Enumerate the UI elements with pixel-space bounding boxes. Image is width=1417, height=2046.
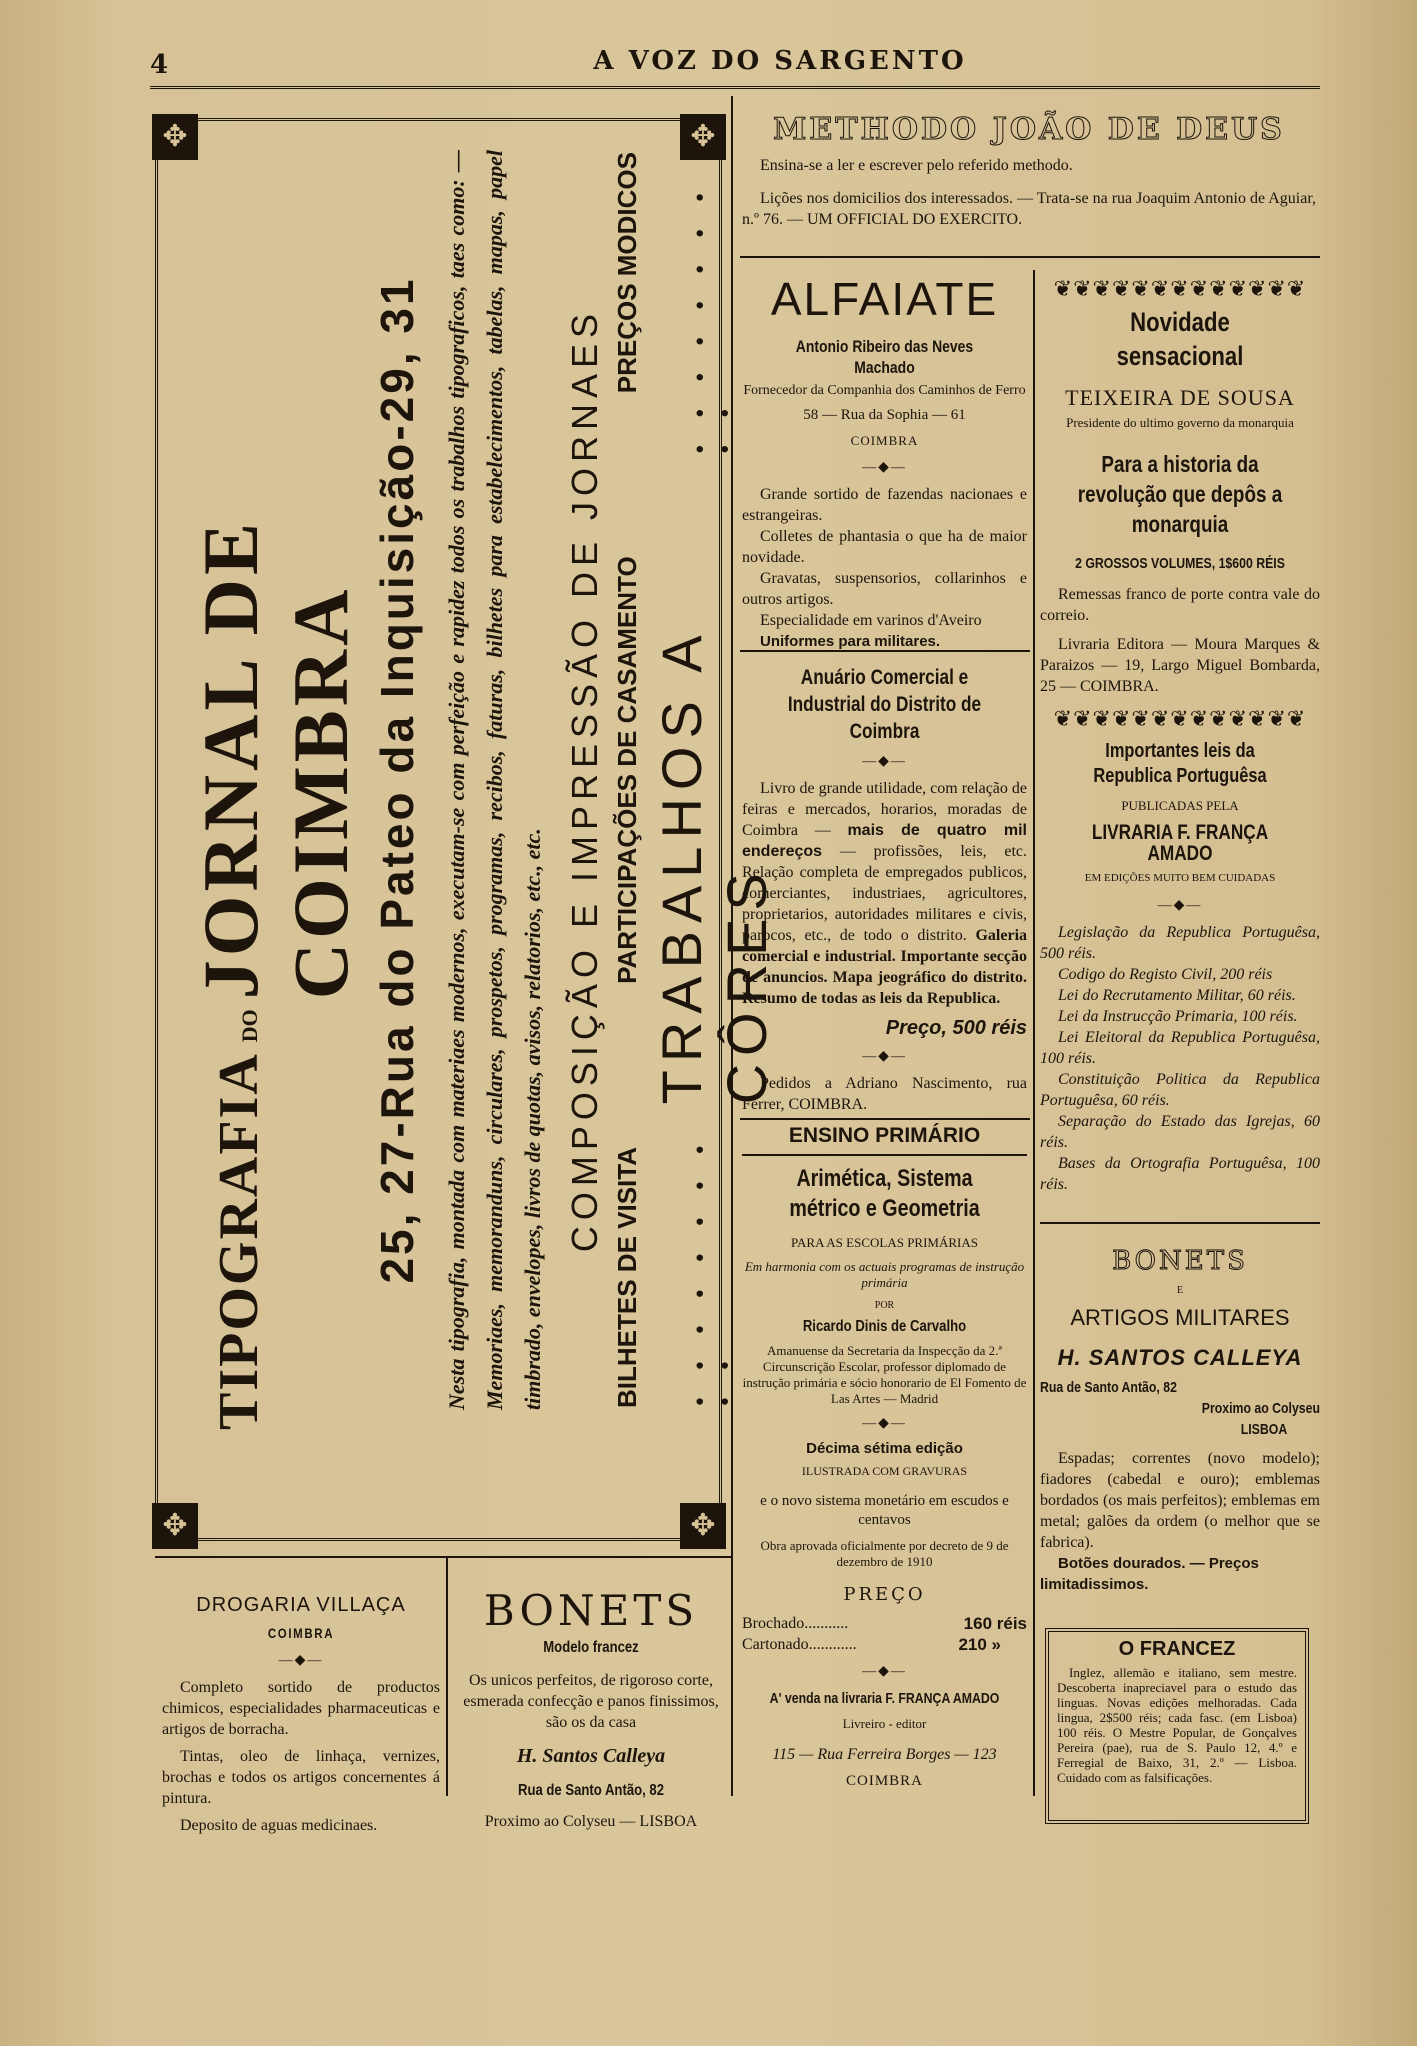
section-rule xyxy=(740,1118,1030,1120)
anuario-title: Anuário Comercial e Industrial do Distrito de Coimbra xyxy=(787,666,982,743)
novidade-ad: ❦❦❦❦❦❦❦❦❦❦❦❦❦ Novidade sensacional TEIXEIRA DE SOUSA Presidente do ultimo governo da monarquia Para a historia da revolução que depôs a monarquia 2 GROSSOS VOLUMES, 1$600 RÉIS Remessas franco de porte contra vale do correio. Livraria Editora — Moura Marques & Paraizos — 19, Largo Miguel Bombarda, 25 — COIMBRA. xyxy=(1040,278,1320,695)
tipografia-cores-row: • • • • • • • • • • TRABALHOS A CÔRES • • • • • • • • • • xyxy=(650,182,778,1408)
newspaper-title: A VOZ DO SARGENTO xyxy=(593,46,967,76)
alfaiate-title: ALFAIATE xyxy=(770,273,999,325)
methodo-p2: Lições nos domicilios dos interessados. — Trata-se na rua Joaquim Antonio de Aguiar, n.º 76. — UM OFFICIAL DO EXERCITO. xyxy=(742,190,1316,228)
drogaria-title: DROGARIA VILLAÇA xyxy=(196,1594,406,1616)
tipografia-composicao: COMPOSIÇÃO E IMPRESSÃO DE JORNAES xyxy=(564,307,605,1253)
novidade-title: Novidade sensacional xyxy=(1116,307,1244,371)
novidade-book: Para a historia da revolução que depôs a monarquia xyxy=(1077,451,1283,537)
page-number: 4 xyxy=(150,50,169,80)
alfaiate-ad: ALFAIATE Antonio Ribeiro das Neves Machado Fornecedor da Companhia dos Caminhos de Ferro 58 — Rua da Sophia — 61 COIMBRA —◆— Grande sortido de fazendas nacionaes e estrangeiras. Colletes de phantasia o que ha de maior novidade. Gravatas, suspensorios, collarinhos e outros artigos. Especialidade em varinos d'Aveiro Uniformes para militares. xyxy=(742,273,1027,650)
section-rule xyxy=(740,650,1030,652)
bonets-left-name: H. Santos Calleya xyxy=(516,1745,666,1767)
leis-title: Importantes leis da Republica Portuguêsa xyxy=(1093,740,1267,787)
ornament-corner xyxy=(680,1503,726,1549)
bonets-right-title: BONETS xyxy=(1112,1246,1248,1276)
bonets-right-name: H. SANTOS CALLEYA xyxy=(1057,1345,1303,1370)
methodo-ad xyxy=(742,112,1316,230)
section-rule xyxy=(1040,1222,1320,1224)
column-rule xyxy=(446,1556,448,1796)
divider-ornament: —◆— xyxy=(862,1049,907,1064)
anuario-price: Preço, 500 réis xyxy=(885,1017,1027,1039)
divider-ornament: —◆— xyxy=(862,754,907,769)
tipografia-cores: TRABALHOS A CÔRES xyxy=(650,630,778,1105)
tipografia-name: TIPOGRAFIA DO JORNAL DE COIMBRA xyxy=(187,518,364,1430)
tipografia-services: BILHETES DE VISITA PARTICIPAÇÕES DE CASAMENTO PREÇOS MODICOS xyxy=(612,152,642,1408)
drogaria-ad: DROGARIA VILLAÇA COIMBRA —◆— Completo sortido de productos chimicos, especialidades pharmaceuticas e artigos de borracha. Tintas, oleo de linhaça, vernizes, brochas e todos os artigos concernentes á pintura. Deposito de aguas medicinaes. xyxy=(162,1594,440,1834)
bonets-left-title: BONETS xyxy=(483,1586,699,1635)
section-rule xyxy=(155,1556,731,1558)
methodo-title: METHODO JOÃO DE DEUS xyxy=(773,112,1285,147)
tipografia-description: Nesta tipografia, montada com materiaes modernos, executam-se com perfeição e rapidez todos os trabalhos tipograficos, taes como: — Memoriaes, memoranduns, circulares, prospetos, programas, recibos, faturas, bilhetes para estabelecimentos, tabelas, mapas, papel timbrado, envelopes, livros de quotas, avisos, relatorios, etc., etc. xyxy=(444,150,545,1410)
tipografia-ad xyxy=(166,130,778,1430)
column-rule xyxy=(1033,270,1035,1796)
ornament-corner xyxy=(152,1503,198,1549)
methodo-p1: Ensina-se a ler e escrever pelo referido methodo. xyxy=(760,157,1073,174)
ensino-author: Ricardo Dinis de Carvalho xyxy=(802,1318,967,1335)
leis-ad: ❦❦❦❦❦❦❦❦❦❦❦❦❦ Importantes leis da Republica Portuguêsa PUBLICADAS PELA LIVRARIA F. FRANÇA AMADO EM EDIÇÕES MUITO BEM CUIDADAS —◆— Legislação da Republica Portuguêsa, 500 réis. Codigo do Registo Civil, 200 réis Lei do Recrutamento Militar, 60 réis. Lei da Instrucção Primaria, 100 réis. Lei Eleitoral da Republica Portuguêsa, 100 réis. Constituição Politica da Republica Portuguêsa, 60 réis. Separação do Estado das Igrejas, 60 réis. Bases da Ortografia Portuguêsa, 100 réis. xyxy=(1040,708,1320,1193)
ensino-ad: ENSINO PRIMÁRIO Arimética, Sistema métrico e Geometria PARA AS ESCOLAS PRIMÁRIAS Em harmonia com os actuais programas de instrução primária POR Ricardo Dinis de Carvalho Amanuense da Secretaria da Inspecção da 2.ª Circunscrição Escolar, professor diplomado de instrução primária e sócio honorario de El Fomento de Las Artes — Madrid —◆— Décima sétima edição ILUSTRADA COM GRAVURAS e o novo sistema monetário em escudos e centavos Obra aprovada oficialmente por decreto de 9 de dezembro de 1910 PREÇO Brochado........... 160 réis Cartonado............ 210 » —◆— A' venda na livraria F. FRANÇA AMADO Livreiro - editor 115 — Rua Ferreira Borges — 123 COIMBRA xyxy=(742,1124,1027,1789)
bonets-francez-ad: BONETS Modelo francez Os unicos perfeitos, de rigoroso corte, esmerada confecção e panos finissimos, são os da casa H. Santos Calleya Rua de Santo Antão, 82 Proximo ao Colyseu — LISBOA xyxy=(456,1586,726,1832)
ensino-header: ENSINO PRIMÁRIO xyxy=(788,1124,981,1147)
header-rule xyxy=(150,86,1320,89)
tipografia-address: 25, 27-Rua do Pateo da Inquisição-29, 31 xyxy=(371,276,423,1284)
page-header xyxy=(150,44,1320,84)
francez-title: O FRANCEZ xyxy=(1118,1638,1236,1660)
bonets-militares-ad: BONETS E ARTIGOS MILITARES H. SANTOS CALLEYA Rua de Santo Antão, 82 Proximo ao Colyseu LISBOA Espadas; correntes (novo modelo); fiadores (cabedal e ouro); emblemas bordados (os mais perfeitos); emblemas em metal; galões da ordem (o melhor que se fabrica). Botões dourados. — Preços limitadissimos. xyxy=(1040,1246,1320,1593)
ensino-title: Arimética, Sistema métrico e Geometria xyxy=(789,1165,980,1222)
divider-ornament: —◆— xyxy=(862,460,907,475)
francez-ad: O FRANCEZ Inglez, allemão e italiano, sem mestre. Descoberta inapreciavel para o estudo das linguas. Novas edições melhoradas. Cada lingua, 2$500 réis; cada fasc. (em Lisboa) 100 réis. O Mestre Popular, de Gonçalves Pereira (pae), rua de S. Paulo 12, 4.º e Ferregial de Baixo, 31, 2.º — Lisboa. Cuidado com as falsificações. xyxy=(1045,1628,1309,1824)
anuario-ad: Anuário Comercial e Industrial do Distrito de Coimbra —◆— Livro de grande utilidade, com relação de feiras e mercados, horarios, moradas de Coimbra — mais de quatro mil endereços — profissões, leis, etc. Relação completa de empregados publicos, comerciantes, industriaes, agricultores, proprietarios, autoridades militares e civis, parocos, etc., de todo o distrito. Galeria comercial e industrial. Importante secção de anuncios. Mapa jeográfico do distrito. Resumo de todas as leis da Republica. Preço, 500 réis —◆— Pedidos a Adriano Nascimento, rua Ferrer, COIMBRA. xyxy=(742,666,1028,1113)
alfaiate-name: Antonio Ribeiro das Neves Machado xyxy=(795,337,974,377)
section-rule xyxy=(740,256,1320,258)
